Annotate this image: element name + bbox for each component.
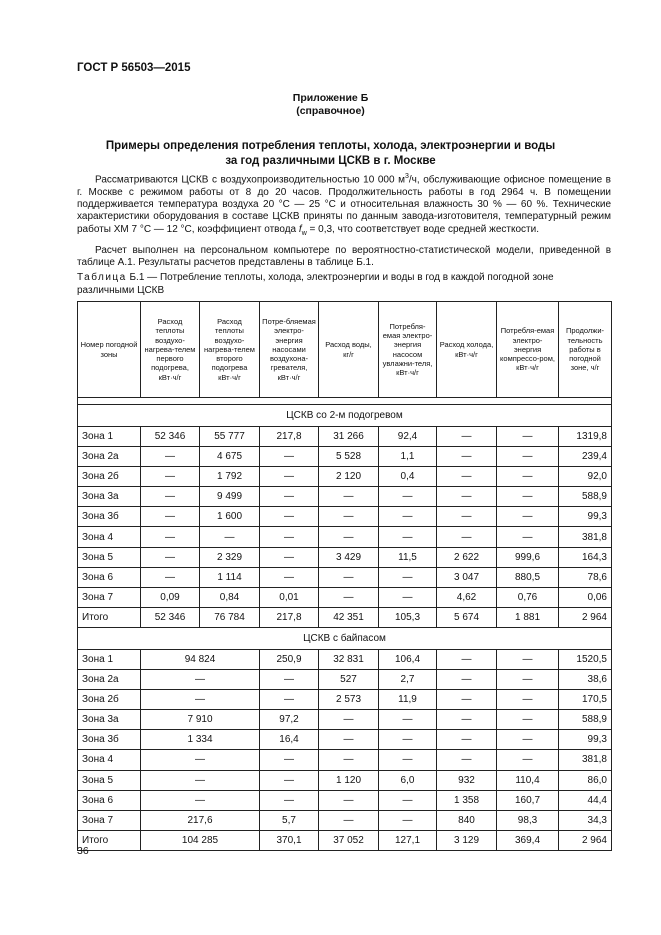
table-cell: — [379,730,437,750]
table-cell: — [141,690,260,710]
table-row [78,427,612,447]
table-cell: — [437,507,497,527]
table-cell: 4,62 [437,587,497,607]
section-title-row [78,627,612,649]
table-cell: 999,6 [497,547,559,567]
table-cell: 5 674 [437,607,497,627]
table-cell: 932 [437,770,497,790]
table-cell: 217,8 [260,427,319,447]
table-cell: 44,4 [559,790,612,810]
document-header-id: ГОСТ Р 56503—2015 [77,62,191,74]
table-cell: — [497,710,559,730]
table-cell: 86,0 [559,770,612,790]
appendix-title: Приложение Б [292,92,369,104]
table-cell: — [437,447,497,467]
table-row [78,487,612,507]
table-cell: 92,4 [379,427,437,447]
table-cell: 104 285 [141,830,260,850]
table-cell: 127,1 [379,830,437,850]
table-cell: — [319,527,379,547]
section-title-cell: ЦСКВ со 2-м подогревом [78,405,612,427]
table-cell: 1520,5 [559,649,612,669]
table-header-row [78,302,612,398]
paragraph1-part-a: Рассматриваются ЦСКВ с воздухопроизводительностью 10 000 м [95,174,405,186]
table-cell: 381,8 [559,750,612,770]
table-row [78,670,612,690]
table-cell: Зона 2б [78,467,141,487]
section-title-cell: ЦСКВ с байпасом [78,627,612,649]
table-cell: — [379,487,437,507]
table-cell: — [497,427,559,447]
table-cell: — [379,567,437,587]
table-cell: 0,84 [200,587,260,607]
table-cell: 0,76 [497,587,559,607]
table-cell: — [379,507,437,527]
table-cell: Зона 5 [78,770,141,790]
table-cell: — [437,750,497,770]
table-cell: — [141,567,200,587]
table-cell: — [141,527,200,547]
table-cell: — [497,467,559,487]
table-cell: — [497,487,559,507]
table-cell: 2 573 [319,690,379,710]
table-cell: — [437,649,497,669]
table-cell: — [260,467,319,487]
table-cell: 840 [437,810,497,830]
table-cell: — [497,649,559,669]
table-cell: — [437,527,497,547]
table-cell: 160,7 [497,790,559,810]
table-cell: 369,4 [497,830,559,850]
table-cell: 527 [319,670,379,690]
table-cell: 170,5 [559,690,612,710]
table-cell: 3 047 [437,567,497,587]
table-cell: 11,5 [379,547,437,567]
table-cell: Итого [78,607,141,627]
table-cell: — [200,527,260,547]
table-cell: — [379,750,437,770]
table-cell: 2,7 [379,670,437,690]
table-cell: 1 114 [200,567,260,587]
section-title [0,139,661,169]
table-cell: Зона 6 [78,790,141,810]
header-cell: Продолжи-тельность работы в погодной зоне, ч/г [559,302,612,398]
table-cell: 2 120 [319,467,379,487]
table-cell: 2 329 [200,547,260,567]
table-cell: — [141,547,200,567]
table-cell: — [437,487,497,507]
table-cell: — [379,587,437,607]
table-cell: 217,6 [141,810,260,830]
table-cell: — [141,487,200,507]
table-cell: — [497,670,559,690]
table-cell: 3 429 [319,547,379,567]
table-cell: 106,4 [379,649,437,669]
header-cell: Потребля-емая электро-энергия насосом увлажни-теля, кВт·ч/г [379,302,437,398]
table-cell: — [437,670,497,690]
header-cell: Расход холода, кВт·ч/г [437,302,497,398]
table-cell: Зона 7 [78,810,141,830]
table-row [78,567,612,587]
header-spacer-row [78,398,612,405]
table-cell: 1,1 [379,447,437,467]
table-cell: 7 910 [141,710,260,730]
table-row [78,587,612,607]
table-row [78,649,612,669]
table-cell: — [141,670,260,690]
table-cell: — [319,507,379,527]
table-cell: 11,9 [379,690,437,710]
paragraph1-symbol-f: f [298,223,302,235]
table-cell: Зона 6 [78,567,141,587]
table-cell: — [319,750,379,770]
table-cell: Зона 1 [78,427,141,447]
table-row [78,710,612,730]
table-cell: — [319,567,379,587]
table-cell: Зона 1 [78,649,141,669]
table-cell: 6,0 [379,770,437,790]
table-cell: 588,9 [559,710,612,730]
table-cell: 2 964 [559,830,612,850]
header-cell: Расход воды, кг/г [319,302,379,398]
table-cell: — [141,447,200,467]
table-cell: — [260,527,319,547]
paragraph1-superscript: 3 [404,173,409,180]
table-cell: — [260,770,319,790]
table-cell: 98,3 [497,810,559,830]
table-cell: 78,6 [559,567,612,587]
table-cell: 1 358 [437,790,497,810]
table-cell: — [260,487,319,507]
table-cell: 97,2 [260,710,319,730]
section-title-line1: Примеры определения потребления теплоты, холода, электроэнергии и воды [105,140,556,152]
table-cell: 1 120 [319,770,379,790]
table-cell: Зона 2а [78,670,141,690]
table-cell: 52 346 [141,427,200,447]
table-cell: 880,5 [497,567,559,587]
table-cell: 37 052 [319,830,379,850]
table-cell: — [141,467,200,487]
table-cell: — [379,710,437,730]
table-row [78,507,612,527]
table-row [78,607,612,627]
consumption-table [77,301,612,851]
table-cell: 2 964 [559,607,612,627]
table-cell: Зона 3а [78,710,141,730]
table-caption-label: Таблица [77,272,127,283]
header-cell: Потребля-емая электро-энергия компрессо-ром, кВт·ч/г [497,302,559,398]
table-cell: — [260,507,319,527]
table-cell: 1 792 [200,467,260,487]
table-cell: 588,9 [559,487,612,507]
table-cell: — [379,527,437,547]
table-row [78,467,612,487]
table-cell: — [497,507,559,527]
table-row [78,730,612,750]
table-cell: — [497,690,559,710]
table-cell: 99,3 [559,730,612,750]
table-cell: — [260,447,319,467]
table-row [78,750,612,770]
appendix-heading [0,92,661,118]
table-cell: — [141,507,200,527]
table-caption [77,272,611,297]
table-cell: — [141,770,260,790]
table-cell: Зона 2б [78,690,141,710]
table-cell: — [437,730,497,750]
table-cell: — [260,790,319,810]
table-cell: Зона 2а [78,447,141,467]
header-cell: Потре-бляемая электро-энергия насосами воздухона-гревателя, кВт·ч/г [260,302,319,398]
header-cell: Расход теплоты воздухо-нагрева-телем второго подогрева кВт·ч/г [200,302,260,398]
table-cell: 239,4 [559,447,612,467]
table-cell: Зона 4 [78,527,141,547]
paragraph1-subscript: w [301,229,307,237]
table-cell: 4 675 [200,447,260,467]
table-cell: 9 499 [200,487,260,507]
table-row [78,447,612,467]
table-cell: — [497,447,559,467]
table-cell: — [379,810,437,830]
table-row [78,790,612,810]
table-row [78,810,612,830]
table-cell: 1 334 [141,730,260,750]
table-cell: Итого [78,830,141,850]
paragraph1-part-b: /ч, обслуживающие офисное помещение в г. Москве с режимом работы от 8 до 20 часов. Продолжительность работы в год 2964 ч. В помещении поддерживается температура воздуха 20 °С — 25 °С и относительная влажность 30 % — 60 %. Технические характеристики оборудования в составе ЦСКВ приняты по данным завода-изготовителя, температурный режим работы ХМ 7 °С — 12 °С, коэффициент отвода [77,174,611,235]
table-cell: 34,3 [559,810,612,830]
table-cell: — [437,467,497,487]
table-cell: — [319,710,379,730]
table-cell: 92,0 [559,467,612,487]
table-cell: 5,7 [260,810,319,830]
table-cell: 1319,8 [559,427,612,447]
section-title-line2: за год различными ЦСКВ в г. Москве [225,155,436,167]
header-cell: Номер погодной зоны [78,302,141,398]
table-cell: 0,4 [379,467,437,487]
table-cell: 217,8 [260,607,319,627]
spacer-cell [78,398,612,405]
table-cell: 31 266 [319,427,379,447]
table-cell: 2 622 [437,547,497,567]
table-cell: 5 528 [319,447,379,467]
table-cell: — [260,690,319,710]
header-cell: Расход теплоты воздухо-нагрева-телем первого подогрева, кВт·ч/г [141,302,200,398]
table-cell: Зона 3а [78,487,141,507]
table-cell: 38,6 [559,670,612,690]
table-cell: 16,4 [260,730,319,750]
table-cell: — [260,567,319,587]
table-cell: 381,8 [559,527,612,547]
table-cell: 0,01 [260,587,319,607]
table-cell: 94 824 [141,649,260,669]
table-cell: 32 831 [319,649,379,669]
table-cell: 1 881 [497,607,559,627]
appendix-note: (справочное) [296,105,365,117]
table-cell: — [497,730,559,750]
table-cell: — [497,527,559,547]
paragraph1-part-c: = 0,3, что соответствует воде средней жесткости. [306,223,539,235]
table-cell: — [319,730,379,750]
table-cell: 250,9 [260,649,319,669]
paragraph-description [77,171,611,240]
table-cell: — [319,790,379,810]
table-cell: 55 777 [200,427,260,447]
table-cell: — [319,810,379,830]
table-cell: — [497,750,559,770]
table-cell: 1 600 [200,507,260,527]
table-cell: — [319,487,379,507]
table-cell: — [141,750,260,770]
table-cell: — [437,690,497,710]
table-cell: 0,06 [559,587,612,607]
table-cell: — [437,710,497,730]
table-cell: — [319,587,379,607]
table-cell: Зона 3б [78,507,141,527]
table-cell: — [437,427,497,447]
table-cell: 105,3 [379,607,437,627]
table-row [78,527,612,547]
table-cell: 99,3 [559,507,612,527]
table-row [78,690,612,710]
table-cell: 370,1 [260,830,319,850]
table-cell: — [260,547,319,567]
table-cell: — [141,790,260,810]
table-cell: 76 784 [200,607,260,627]
table-row [78,830,612,850]
page-number: 36 [77,845,89,857]
table-cell: Зона 4 [78,750,141,770]
table-row [78,770,612,790]
table-cell: 52 346 [141,607,200,627]
table-cell: 42 351 [319,607,379,627]
table-row [78,547,612,567]
section-title-row [78,405,612,427]
paragraph-calculation: Расчет выполнен на персональном компьютере по вероятностно-статистической модели, приведенной в таблице А.1. Результаты расчетов представлены в таблице Б.1. [77,245,611,269]
table-cell: Зона 5 [78,547,141,567]
table-cell: Зона 7 [78,587,141,607]
table-cell: — [379,790,437,810]
table-cell: — [260,670,319,690]
table-cell: Зона 3б [78,730,141,750]
table-cell: 0,09 [141,587,200,607]
table-cell: — [260,750,319,770]
table-caption-text: Б.1 — Потребление теплоты, холода, электроэнергии и воды в год в каждой погодной зоне различными ЦСКВ [77,272,554,296]
table-cell: 164,3 [559,547,612,567]
table-cell: 110,4 [497,770,559,790]
table-cell: 3 129 [437,830,497,850]
